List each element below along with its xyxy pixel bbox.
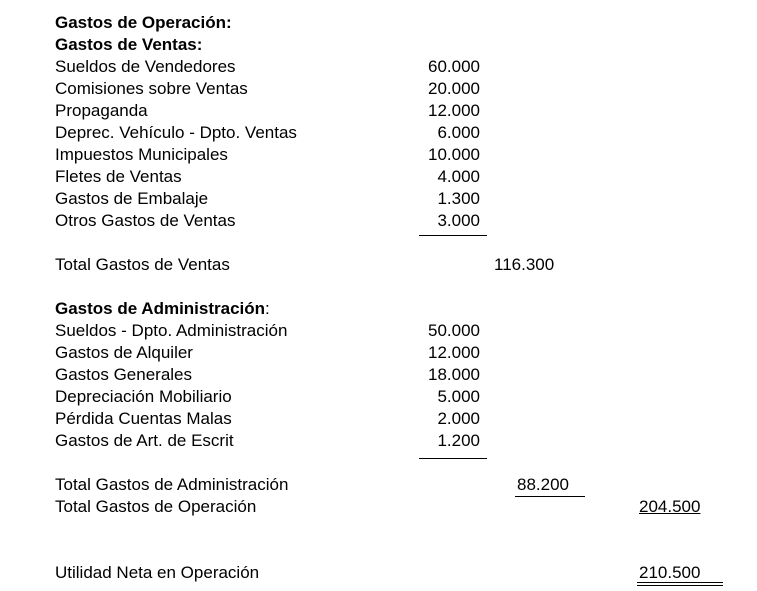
ventas-item-amount: 12.000 <box>428 101 480 120</box>
ventas-item-amount: 60.000 <box>428 57 480 76</box>
ventas-item-amount: 10.000 <box>428 145 480 164</box>
operacion-total-label: Total Gastos de Operación <box>55 497 257 516</box>
ventas-item-amount: 1.300 <box>437 189 480 208</box>
admin-item-amount: 2.000 <box>437 409 480 428</box>
admin-subtotal-rule <box>419 458 487 459</box>
ventas-item-label: Impuestos Municipales <box>55 145 228 164</box>
ventas-title: Gastos de Ventas: <box>55 35 203 54</box>
ventas-item-label: Fletes de Ventas <box>55 167 182 186</box>
ventas-total-value: 116.300 <box>494 255 555 274</box>
utilidad-double-rule-top <box>637 582 723 583</box>
ventas-item-label: Deprec. Vehículo - Dpto. Ventas <box>55 123 297 142</box>
admin-item-label: Pérdida Cuentas Malas <box>55 409 232 428</box>
ventas-item-label: Comisiones sobre Ventas <box>55 79 248 98</box>
admin-title-text: Gastos de Administración <box>55 299 266 318</box>
ventas-item-amount: 4.000 <box>437 167 480 186</box>
admin-title-suffix: : <box>265 299 270 318</box>
ventas-item-label: Otros Gastos de Ventas <box>55 211 236 230</box>
admin-item-label: Sueldos - Dpto. Administración <box>55 321 288 340</box>
admin-title <box>55 298 270 320</box>
ventas-subtotal-rule <box>419 235 487 236</box>
operacion-total-value: 204.500 <box>639 497 701 516</box>
admin-item-label: Gastos de Art. de Escrit <box>55 431 234 450</box>
utilidad-double-rule-bottom <box>637 585 723 586</box>
utilidad-label: Utilidad Neta en Operación <box>55 563 260 582</box>
page-heading: Gastos de Operación: <box>55 13 232 32</box>
admin-item-amount: 5.000 <box>437 387 480 406</box>
admin-total-rule <box>515 496 585 497</box>
admin-item-label: Depreciación Mobiliario <box>55 387 232 406</box>
admin-item-amount: 18.000 <box>428 365 480 384</box>
ventas-item-amount: 20.000 <box>428 79 480 98</box>
ventas-item-label: Sueldos de Vendedores <box>55 57 236 76</box>
admin-item-amount: 1.200 <box>437 431 480 450</box>
admin-item-amount: 50.000 <box>428 321 480 340</box>
admin-item-amount: 12.000 <box>428 343 480 362</box>
ventas-item-label: Propaganda <box>55 101 148 120</box>
ventas-total-label: Total Gastos de Ventas <box>55 255 230 274</box>
ventas-item-amount: 3.000 <box>437 211 480 230</box>
admin-total-label: Total Gastos de Administración <box>55 475 289 494</box>
admin-item-label: Gastos Generales <box>55 365 193 384</box>
ventas-item-label: Gastos de Embalaje <box>55 189 209 208</box>
utilidad-value: 210.500 <box>639 563 701 582</box>
admin-total-value: 88.200 <box>517 475 569 494</box>
ventas-item-amount: 6.000 <box>437 123 480 142</box>
admin-item-label: Gastos de Alquiler <box>55 343 193 362</box>
